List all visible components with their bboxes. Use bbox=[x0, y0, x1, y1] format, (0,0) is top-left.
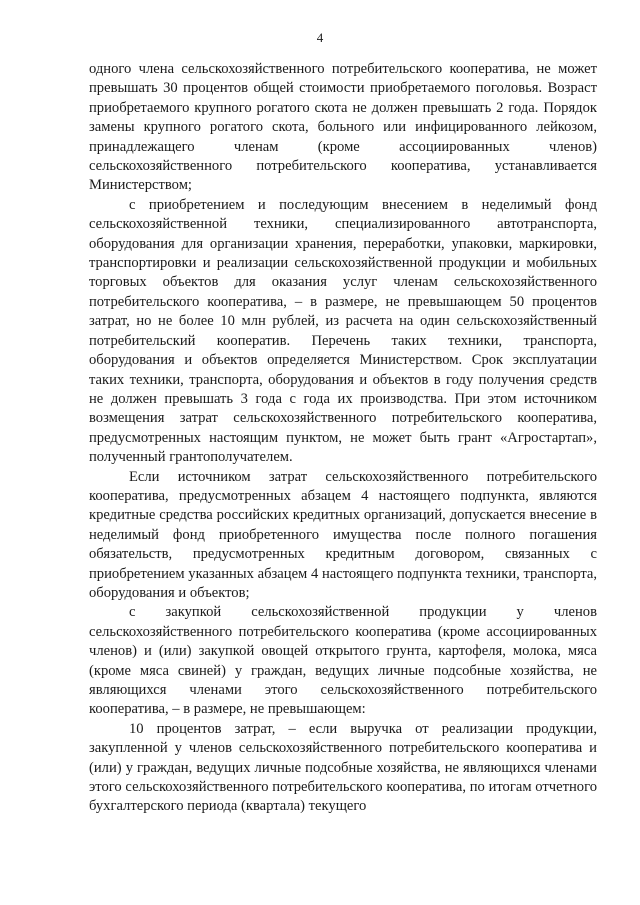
paragraph-equipment-purchase: с приобретением и последующим внесением в неделимый фонд сельскохозяйственной техники, специализированного автотранспорта, оборудования для организации хранения, переработки, упаковки, маркировки, транспортировки и реализации сельскохозяйственной продукции и мобильных торговых объектов для оказания услуг членам сельскохозяйственного потребительского кооператива, – в размере, не превышающем 50 процентов затрат, но не более 10 млн рублей, из расчета на один сельскохозяйственный потребительский кооператив. Перечень таких техники, транспорта, оборудования и объектов определяется Министерством. Срок эксплуатации таких техники, транспорта, оборудования и объектов в году получения средств не должен превышать 3 года с года их производства. При этом источником возмещения затрат сельскохозяйственного потребительского кооператива, предусмотренных настоящим пунктом, не может быть грант «Агростартап», полученный грантополучателем. bbox=[89, 196, 597, 466]
paragraph-product-purchase: с закупкой сельскохозяйственной продукции у членов сельскохозяйственного потребительского кооператива (кроме ассоциированных членов) и (или) закупкой овощей открытого грунта, картофеля, молока, мяса (кроме мяса свиней) у граждан, ведущих личные подсобные хозяйства, не являющихся членами этого сельскохозяйственного потребительского кооператива, – в размере, не превышающем: bbox=[89, 604, 597, 718]
document-body bbox=[89, 60, 597, 817]
paragraph-continuation: одного члена сельскохозяйственного потребительского кооператива, не может превышать 30 процентов общей стоимости приобретаемого поголовья. Возраст приобретаемого крупного рогатого скота не должен превышать 2 года. Порядок замены крупного рогатого скота, больного или инфицированного лейкозом, принадлежащего членам (кроме ассоциированных членов) сельскохозяйственного потребительского кооператива, устанавливается Министерством; bbox=[89, 61, 597, 194]
page-number: 4 bbox=[316, 30, 324, 45]
paragraph-ten-percent: 10 процентов затрат, – если выручка от реализации продукции, закупленной у членов сельскохозяйственного потребительского кооператива и (или) у граждан, ведущих личные подсобные хозяйства, не являющихся членами этого сельскохозяйственного потребительского кооператива, по итогам отчетного бухгалтерского периода (квартала) текущего bbox=[89, 720, 597, 815]
paragraph-credit-funds: Если источником затрат сельскохозяйственного потребительского кооператива, предусмотренных абзацем 4 настоящего подпункта, являются кредитные средства российских кредитных организаций, допускается внесение в неделимый фонд приобретенного имущества после полного погашения обязательств, предусмотренных кредитным договором, связанных с приобретением указанных абзацем 4 настоящего подпункта техники, транспорта, оборудования и объектов; bbox=[89, 468, 597, 601]
